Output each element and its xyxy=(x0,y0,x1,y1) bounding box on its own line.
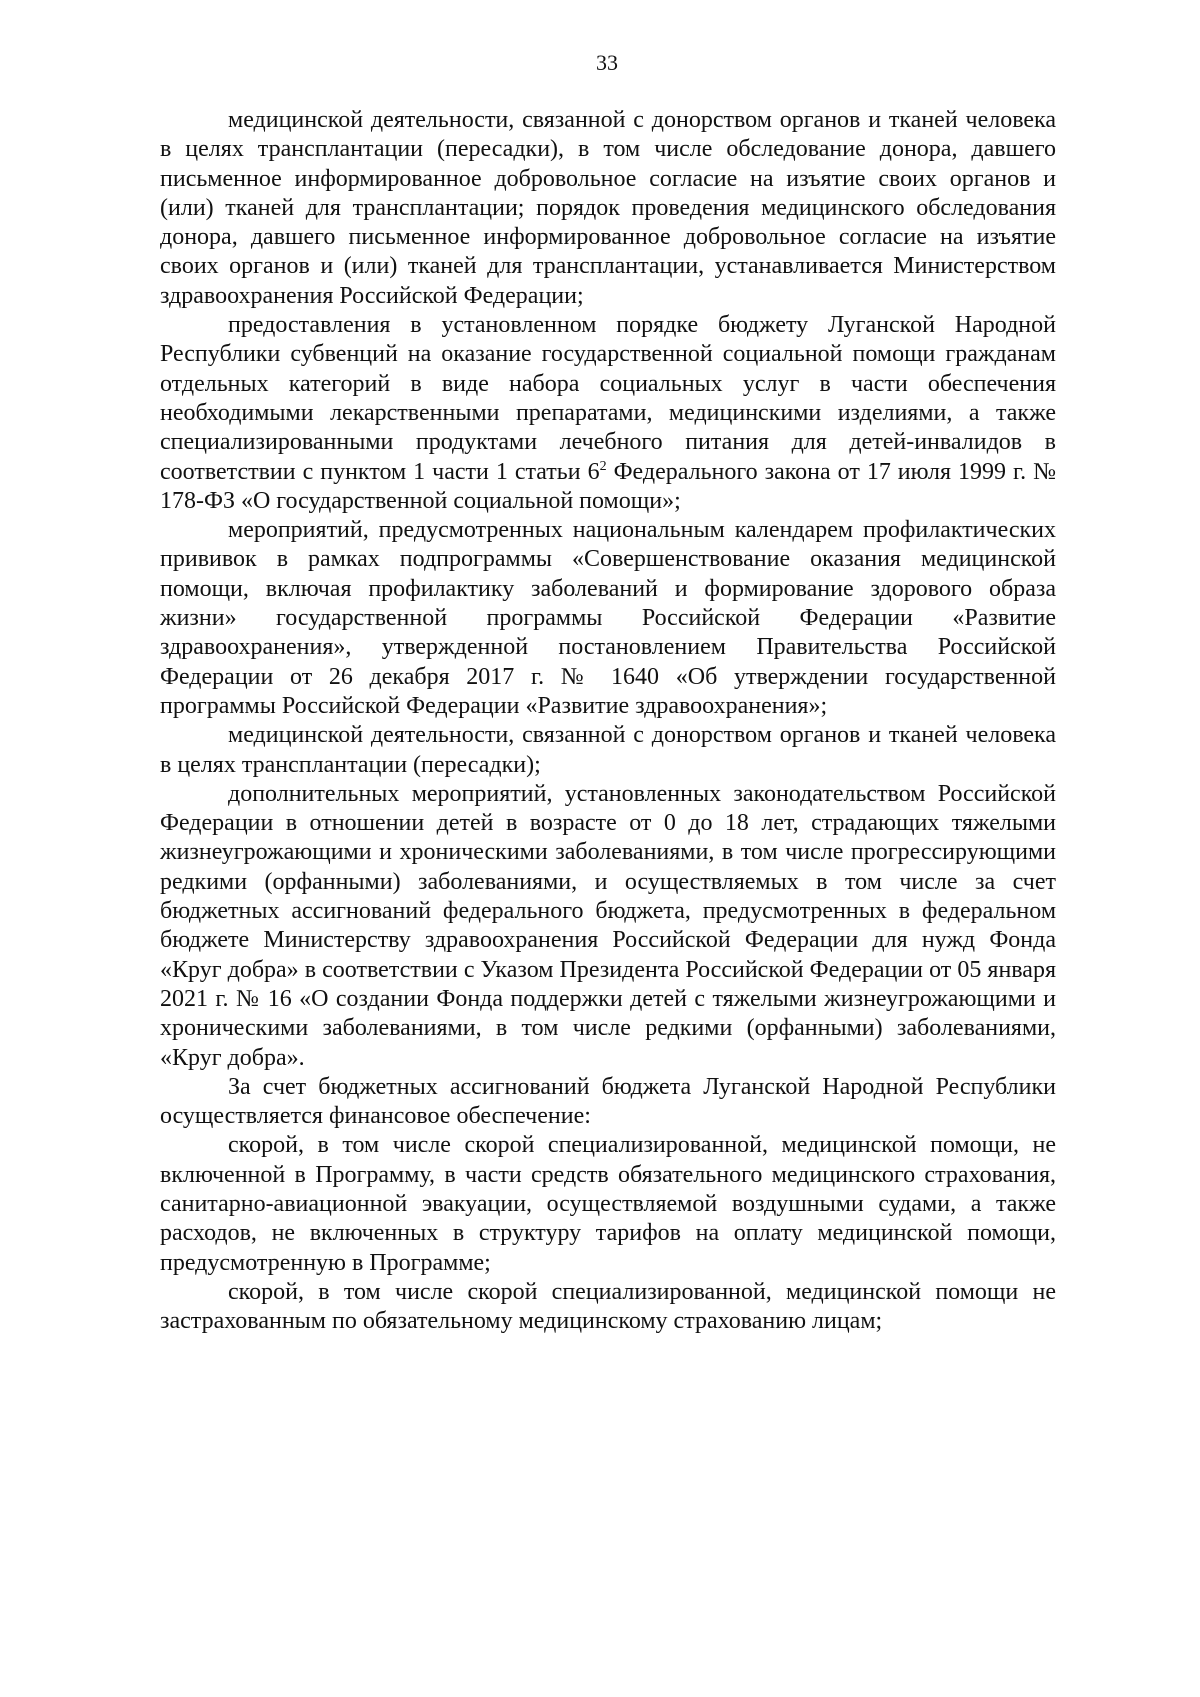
paragraph-subventions-text: предоставления в установленном порядке бюджету Луганской Народной Республики субвенций на оказание государственной социальной помощи гражданам отдельных категорий в виде набора социальных услуг в части обеспечения необходимыми лекарственными препаратами, медицинскими изделиями, а также специализированными продуктами лечебного питания для детей-инвалидов в соответствии с пунктом 1 части 1 статьи 6 xyxy=(160,312,1056,485)
paragraph-uninsured-care: скорой, в том числе скорой специализированной, медицинской помощи не застрахованным по обязательному медицинскому страхованию лицам; xyxy=(160,1278,1056,1335)
paragraph-emergency-care: скорой, в том числе скорой специализированной, медицинской помощи, не включенной в Программу, в части средств обязательного медицинского страхования, санитарно-авиационной эвакуации, осуществляемой воздушными судами, а также расходов, не включенных в структуру тарифов на оплату медицинской помощи, предусмотренную в Программе; xyxy=(160,1132,1056,1276)
paragraph-children-support: дополнительных мероприятий, установленных законодательством Российской Федерации в отношении детей в возрасте от 0 до 18 лет, страдающих тяжелыми жизнеугрожающими и хроническими заболеваниями, в том числе прогрессирующими редкими (орфанными) заболеваниями, и осуществляемых в том числе за счет бюджетных ассигнований федерального бюджета, предусмотренных в федеральном бюджете Министерству здравоохранения Российской Федерации для нужд Фонда «Круг добра» в соответствии с Указом Президента Российской Федерации от 05 января 2021 г. № 16 «О создании Фонда поддержки детей с тяжелыми жизнеугрожающими и хроническими заболеваниями, в том числе редкими (орфанными) заболеваниями, «Круг добра». xyxy=(160,780,1056,1071)
paragraph-transplantation: медицинской деятельности, связанной с донорством органов и тканей человека в целях трансплантации (пересадки); xyxy=(160,722,1056,778)
article-superscript: 2 xyxy=(599,458,607,474)
paragraph-vaccination-calendar: мероприятий, предусмотренных национальным календарем профилактических прививок в рамках подпрограммы «Совершенствование оказания медицинской помощи, включая профилактику заболеваний и формирование здорового образа жизни» государственной программы Российской Федерации «Развитие здравоохранения», утвержденной постановлением Правительства Российской Федерации от 26 декабря 2017 г. № 1640 «Об утверждении государственной программы Российской Федерации «Развитие здравоохранения»; xyxy=(160,517,1056,719)
paragraph-subventions xyxy=(160,311,1056,516)
paragraph-subventions-continuation: Федерального закона от 17 июля 1999 г. № 178-ФЗ «О государственной социальной помощи»; xyxy=(160,458,1057,514)
document-body xyxy=(160,106,1056,1336)
page-number: 33 xyxy=(596,50,618,75)
paragraph-donor-examination: медицинской деятельности, связанной с донорством органов и тканей человека в целях трансплантации (пересадки), в том числе обследование донора, давшего письменное информированное добровольное согласие на изъятие своих органов и (или) тканей для трансплантации; порядок проведения медицинского обследования донора, давшего письменное информированное добровольное согласие на изъятие своих органов и (или) тканей для трансплантации, устанавливается Министерством здравоохранения Российской Федерации; xyxy=(160,107,1056,309)
paragraph-regional-budget: За счет бюджетных ассигнований бюджета Луганской Народной Республики осуществляется финансовое обеспечение: xyxy=(160,1073,1056,1130)
